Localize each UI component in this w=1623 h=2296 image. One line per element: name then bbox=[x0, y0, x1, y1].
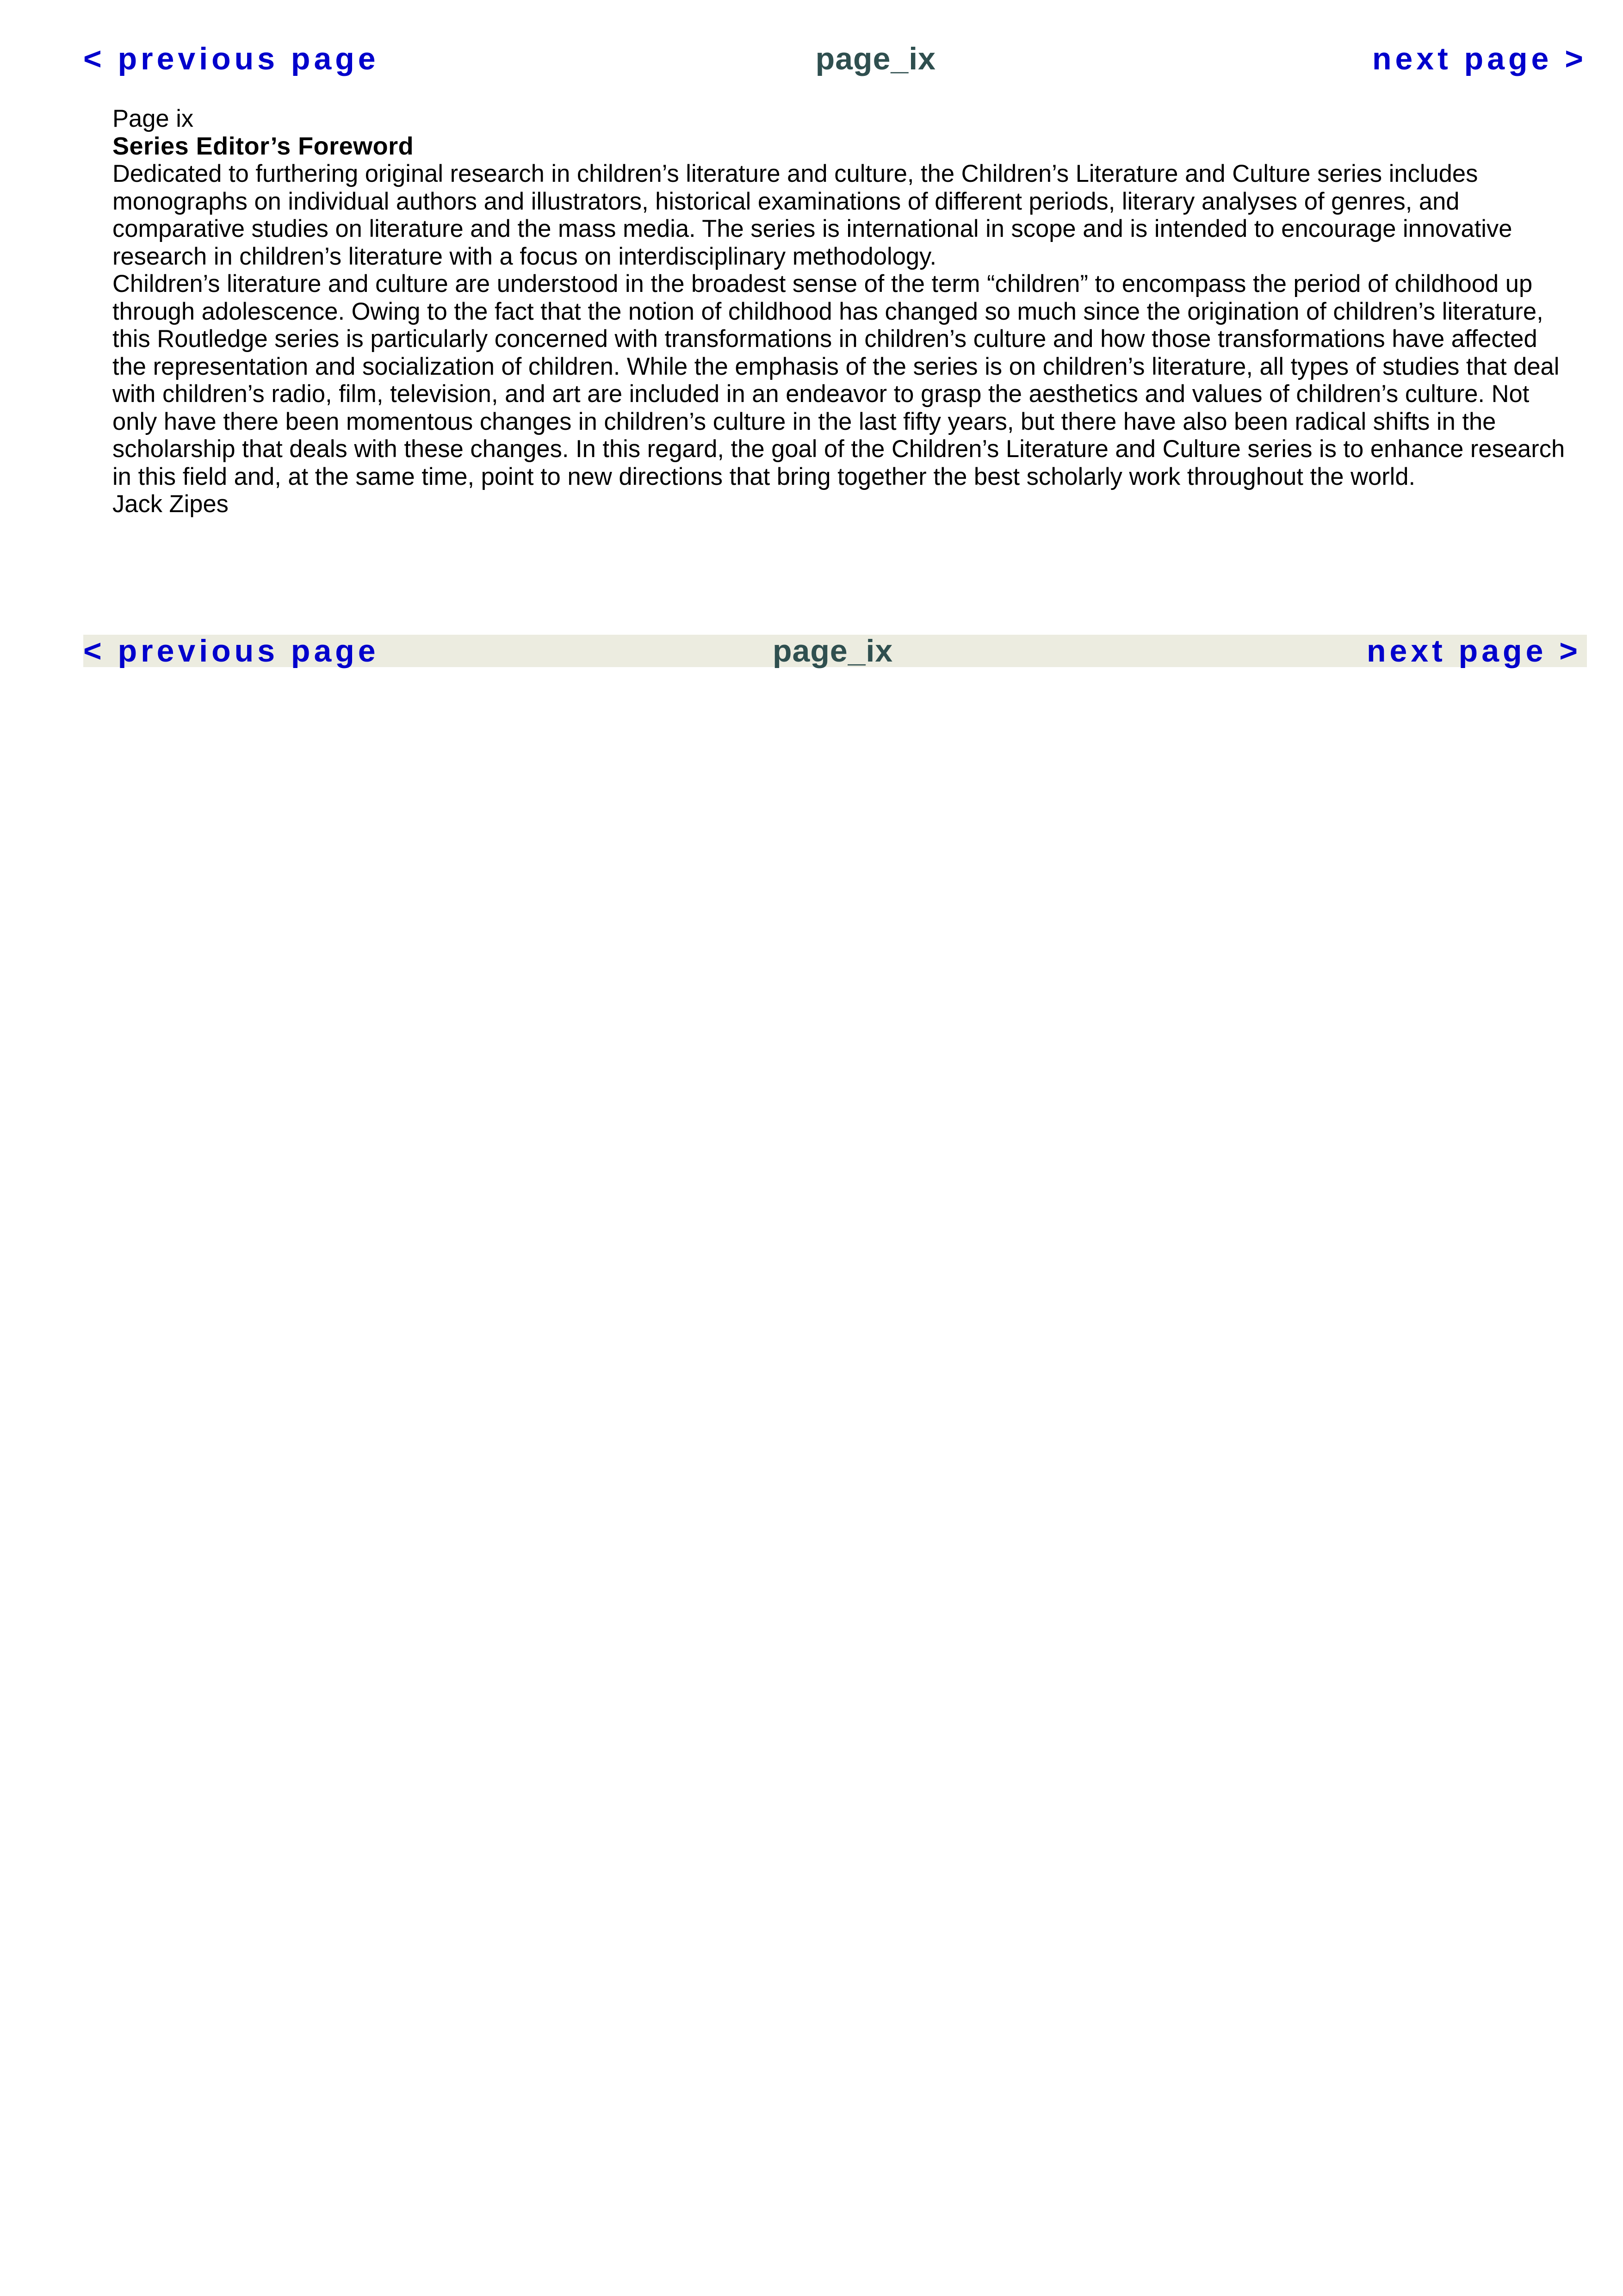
page-id: page_ix bbox=[773, 633, 893, 668]
author-signature: Jack Zipes bbox=[112, 490, 229, 518]
top-page-id: page_ix bbox=[815, 41, 936, 76]
page-content bbox=[112, 105, 1565, 518]
previous-page-link[interactable]: < previous page bbox=[83, 633, 379, 668]
paragraph: Children’s literature and culture are understood in the broadest sense of the term “children” to encompass the period of childhood up through adolescence. Owing to the fact that the notion of childhood has changed so much since the origination of children’s literature, this Routledge series is particularly concerned with transformations in children’s culture and how those transformations have affected the representation and socialization of children. While the emphasis of the series is on children’s literature, all types of studies that deal with children’s radio, film, television, and art are included in an endeavor to grasp the aesthetics and values of children’s culture. Not only have there been momentous changes in children’s culture in the last fifty years, but there have also been radical shifts in the scholarship that deals with these changes. In this regard, the goal of the Children’s Literature and Culture series is to enhance research in this field and, at the same time, point to new directions that bring together the best scholarly work throughout the world. bbox=[112, 270, 1565, 490]
section-heading: Series Editor’s Foreword bbox=[112, 132, 414, 160]
paragraph: Dedicated to furthering original research in children’s literature and culture, the Children’s Literature and Culture series includes monographs on individual authors and illustrators, historical examinations of different periods, literary analyses of genres, and comparative studies on literature and the mass media. The series is international in scope and is intended to encourage innovative research in children’s literature with a focus on interdisciplinary methodology. bbox=[112, 160, 1512, 270]
top-navigation-bar-cropped bbox=[83, 41, 1587, 81]
top-navigation-inner bbox=[83, 41, 1587, 77]
next-page-link[interactable]: next page > bbox=[1366, 633, 1581, 668]
top-next-page-link[interactable]: next page > bbox=[1372, 41, 1587, 76]
bottom-navigation-bar bbox=[83, 635, 1587, 667]
page-label: Page ix bbox=[112, 105, 194, 132]
top-previous-page-link[interactable]: < previous page bbox=[83, 41, 379, 76]
